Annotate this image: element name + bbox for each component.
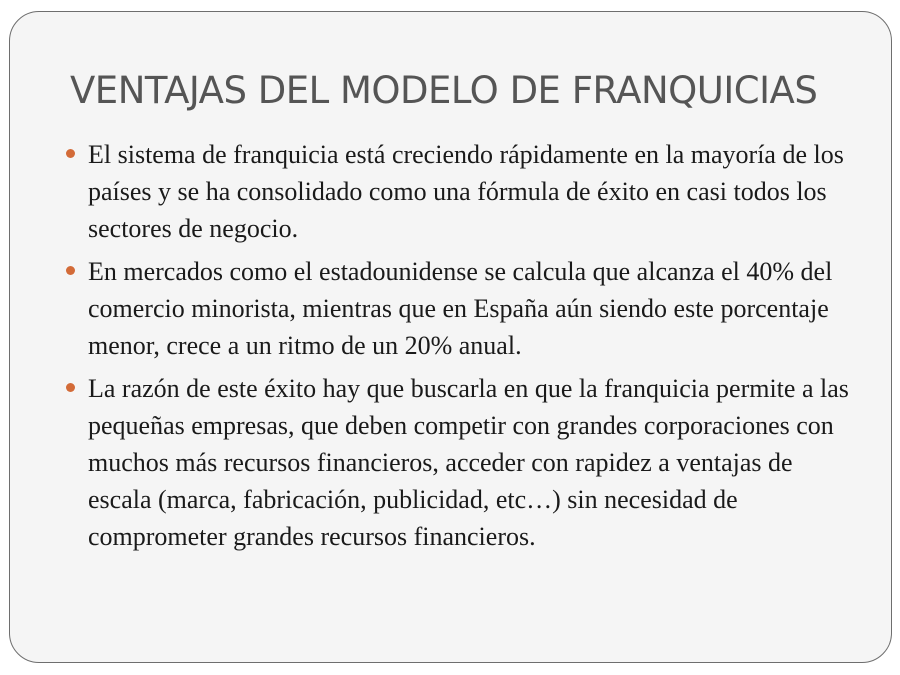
bullet-text: El sistema de franquicia está creciendo rápidamente en la mayoría de los países y se ha consolidado como una fórmula de éxito en casi todos los sectores de negocio. — [88, 140, 844, 243]
bullet-item — [60, 370, 850, 555]
slide-title: VENTAJAS DEL MODELO DE FRANQUICIAS — [70, 69, 818, 112]
bullet-dot-icon — [66, 266, 75, 275]
bullet-item — [60, 136, 850, 247]
bullet-text: En mercados como el estadounidense se calcula que alcanza el 40% del comercio minorista, mientras que en España aún siendo este porcentaje menor, crece a un ritmo de un 20% anual. — [88, 257, 833, 360]
bullet-list — [60, 136, 850, 561]
bullet-item — [60, 253, 850, 364]
bullet-dot-icon — [66, 383, 75, 392]
bullet-text: La razón de este éxito hay que buscarla en que la franquicia permite a las pequeñas empresas, que deben competir con grandes corporaciones con muchos más recursos financieros, acceder con rapidez a ventajas de escala (marca, fabricación, publicidad, etc…) sin necesidad de comprometer grandes recursos financieros. — [88, 374, 849, 551]
bullet-dot-icon — [66, 149, 75, 158]
